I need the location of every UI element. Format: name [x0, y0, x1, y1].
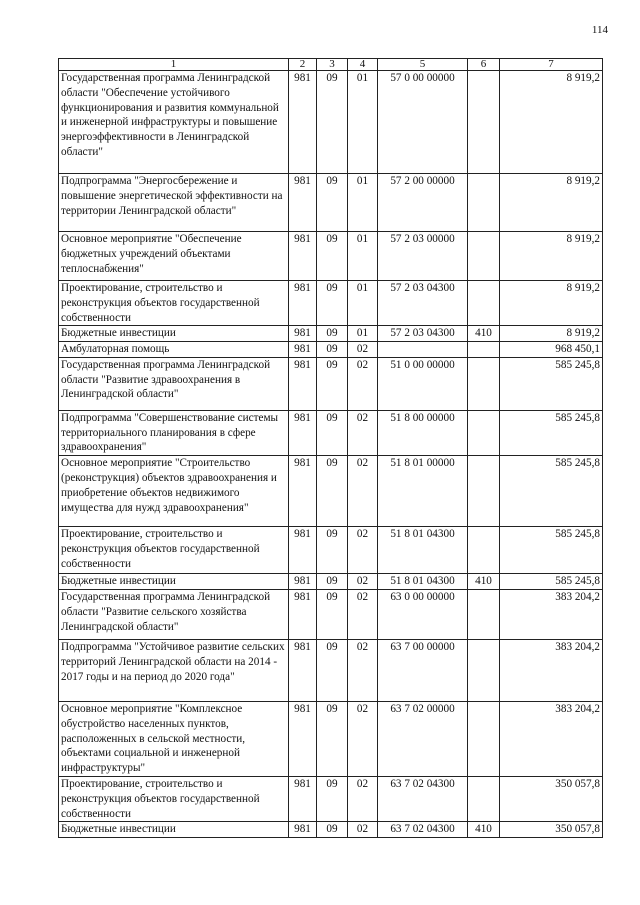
row-target-code: 57 2 03 04300 — [378, 281, 468, 326]
row-target-code: 57 2 03 00000 — [378, 232, 468, 281]
row-name: Основное мероприятие "Обеспечение бюджетных учреждений объектами теплоснабжения" — [59, 232, 289, 281]
table-row — [59, 640, 603, 702]
row-subsection-code: 02 — [348, 342, 378, 358]
row-admin-code: 981 — [289, 410, 317, 455]
row-expense-type: 410 — [468, 574, 500, 590]
row-expense-type — [468, 527, 500, 574]
row-admin-code: 981 — [289, 232, 317, 281]
row-amount: 585 245,8 — [500, 574, 603, 590]
row-expense-type — [468, 590, 500, 640]
row-subsection-code: 01 — [348, 71, 378, 174]
row-admin-code: 981 — [289, 590, 317, 640]
row-name: Государственная программа Ленинградской области "Развитие сельского хозяйства Ленинградской области" — [59, 590, 289, 640]
row-expense-type — [468, 71, 500, 174]
row-name: Основное мероприятие "Строительство (реконструкция) объектов здравоохранения и приобретение объектов недвижимого имущества для нужд здравоохранения" — [59, 456, 289, 527]
row-section-code: 09 — [317, 71, 348, 174]
table-body — [59, 71, 603, 838]
row-name: Бюджетные инвестиции — [59, 326, 289, 342]
table-row — [59, 357, 603, 410]
row-name: Подпрограмма "Энергосбережение и повышение энергетической эффективности на территории Ленинградской области" — [59, 174, 289, 232]
row-target-code: 63 7 02 04300 — [378, 776, 468, 821]
row-target-code: 51 8 01 04300 — [378, 527, 468, 574]
row-amount: 8 919,2 — [500, 232, 603, 281]
row-section-code: 09 — [317, 342, 348, 358]
table-row — [59, 342, 603, 358]
row-admin-code: 981 — [289, 527, 317, 574]
row-subsection-code: 02 — [348, 527, 378, 574]
row-admin-code: 981 — [289, 822, 317, 838]
row-amount: 585 245,8 — [500, 357, 603, 410]
row-target-code: 51 8 01 04300 — [378, 574, 468, 590]
row-subsection-code: 01 — [348, 232, 378, 281]
row-amount: 383 204,2 — [500, 702, 603, 777]
row-expense-type — [468, 702, 500, 777]
row-amount: 383 204,2 — [500, 640, 603, 702]
row-name: Государственная программа Ленинградской области "Развитие здравоохранения в Ленинградской области" — [59, 357, 289, 410]
row-admin-code: 981 — [289, 326, 317, 342]
table-row — [59, 776, 603, 821]
row-name: Государственная программа Ленинградской области "Обеспечение устойчивого функционирования и развития коммунальной и инженерной инфраструктуры и повышение энергоэффективности в Ленинградской области" — [59, 71, 289, 174]
row-section-code: 09 — [317, 590, 348, 640]
row-subsection-code: 02 — [348, 410, 378, 455]
row-expense-type — [468, 174, 500, 232]
row-admin-code: 981 — [289, 574, 317, 590]
row-admin-code: 981 — [289, 342, 317, 358]
row-section-code: 09 — [317, 822, 348, 838]
row-admin-code: 981 — [289, 702, 317, 777]
row-name: Бюджетные инвестиции — [59, 574, 289, 590]
row-subsection-code: 02 — [348, 822, 378, 838]
column-header: 6 — [468, 59, 500, 71]
row-subsection-code: 02 — [348, 590, 378, 640]
row-amount: 350 057,8 — [500, 776, 603, 821]
row-admin-code: 981 — [289, 776, 317, 821]
row-name: Подпрограмма "Устойчивое развитие сельских территорий Ленинградской области на 2014 - 2017 годы и на период до 2020 года" — [59, 640, 289, 702]
row-section-code: 09 — [317, 640, 348, 702]
row-name: Амбулаторная помощь — [59, 342, 289, 358]
row-target-code: 51 8 00 00000 — [378, 410, 468, 455]
row-amount: 8 919,2 — [500, 326, 603, 342]
row-amount: 585 245,8 — [500, 456, 603, 527]
row-expense-type: 410 — [468, 822, 500, 838]
row-section-code: 09 — [317, 527, 348, 574]
row-amount: 8 919,2 — [500, 71, 603, 174]
table-row — [59, 590, 603, 640]
row-section-code: 09 — [317, 326, 348, 342]
row-amount: 585 245,8 — [500, 527, 603, 574]
column-header: 4 — [348, 59, 378, 71]
row-target-code: 57 2 03 04300 — [378, 326, 468, 342]
row-admin-code: 981 — [289, 71, 317, 174]
row-subsection-code: 02 — [348, 702, 378, 777]
row-target-code: 57 2 00 00000 — [378, 174, 468, 232]
row-admin-code: 981 — [289, 357, 317, 410]
row-expense-type — [468, 357, 500, 410]
page-number: 114 — [591, 24, 608, 36]
row-amount: 383 204,2 — [500, 590, 603, 640]
row-section-code: 09 — [317, 776, 348, 821]
row-target-code: 63 7 00 00000 — [378, 640, 468, 702]
row-target-code: 63 0 00 00000 — [378, 590, 468, 640]
row-admin-code: 981 — [289, 456, 317, 527]
row-admin-code: 981 — [289, 281, 317, 326]
row-name: Проектирование, строительство и реконструкция объектов государственной собственности — [59, 527, 289, 574]
row-amount: 350 057,8 — [500, 822, 603, 838]
row-expense-type — [468, 640, 500, 702]
row-target-code: 51 0 00 00000 — [378, 357, 468, 410]
budget-table — [58, 58, 603, 838]
table-row — [59, 822, 603, 838]
row-section-code: 09 — [317, 357, 348, 410]
row-target-code: 63 7 02 00000 — [378, 702, 468, 777]
row-expense-type — [468, 232, 500, 281]
table-row — [59, 574, 603, 590]
row-amount: 8 919,2 — [500, 174, 603, 232]
row-target-code — [378, 342, 468, 358]
table-row — [59, 281, 603, 326]
row-name: Бюджетные инвестиции — [59, 822, 289, 838]
row-section-code: 09 — [317, 410, 348, 455]
row-section-code: 09 — [317, 702, 348, 777]
row-subsection-code: 02 — [348, 776, 378, 821]
table-row — [59, 410, 603, 455]
row-target-code: 57 0 00 00000 — [378, 71, 468, 174]
row-section-code: 09 — [317, 232, 348, 281]
row-subsection-code: 02 — [348, 574, 378, 590]
table-row — [59, 71, 603, 174]
column-header: 2 — [289, 59, 317, 71]
table-row — [59, 702, 603, 777]
row-subsection-code: 02 — [348, 640, 378, 702]
row-subsection-code: 01 — [348, 281, 378, 326]
row-expense-type — [468, 456, 500, 527]
column-header: 1 — [59, 59, 289, 71]
table-row — [59, 456, 603, 527]
row-section-code: 09 — [317, 456, 348, 527]
row-subsection-code: 01 — [348, 326, 378, 342]
row-subsection-code: 02 — [348, 357, 378, 410]
row-amount: 968 450,1 — [500, 342, 603, 358]
column-header: 3 — [317, 59, 348, 71]
row-section-code: 09 — [317, 281, 348, 326]
row-admin-code: 981 — [289, 174, 317, 232]
row-expense-type — [468, 342, 500, 358]
row-expense-type — [468, 410, 500, 455]
row-amount: 585 245,8 — [500, 410, 603, 455]
column-header: 5 — [378, 59, 468, 71]
row-name: Основное мероприятие "Комплексное обустройство населенных пунктов, расположенных в сельской местности, объектами социальной и инженерной инфраструктуры" — [59, 702, 289, 777]
row-subsection-code: 02 — [348, 456, 378, 527]
row-expense-type: 410 — [468, 326, 500, 342]
row-target-code: 63 7 02 04300 — [378, 822, 468, 838]
row-name: Проектирование, строительство и реконструкция объектов государственной собственности — [59, 281, 289, 326]
column-header: 7 — [500, 59, 603, 71]
table-row — [59, 174, 603, 232]
row-section-code: 09 — [317, 574, 348, 590]
row-name: Подпрограмма "Совершенствование системы территориального планирования в сфере здравоохранения" — [59, 410, 289, 455]
row-expense-type — [468, 281, 500, 326]
row-target-code: 51 8 01 00000 — [378, 456, 468, 527]
row-admin-code: 981 — [289, 640, 317, 702]
row-name: Проектирование, строительство и реконструкция объектов государственной собственности — [59, 776, 289, 821]
row-expense-type — [468, 776, 500, 821]
row-amount: 8 919,2 — [500, 281, 603, 326]
table-row — [59, 527, 603, 574]
row-section-code: 09 — [317, 174, 348, 232]
table-row — [59, 232, 603, 281]
table-header-row — [59, 59, 603, 71]
row-subsection-code: 01 — [348, 174, 378, 232]
table-row — [59, 326, 603, 342]
